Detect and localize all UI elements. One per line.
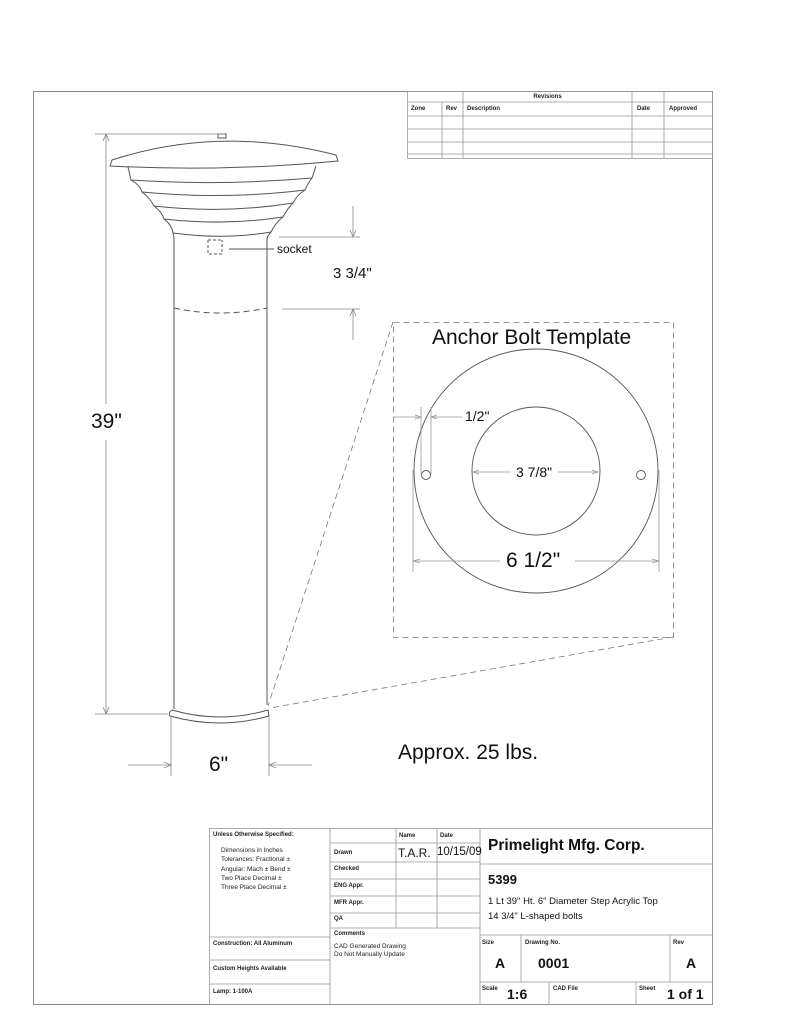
scale-label: Scale <box>482 986 498 992</box>
socket-depth-dimension: 3 3/4" <box>333 265 372 282</box>
approval-role-drawn: Drawn <box>334 850 353 856</box>
revisions-table-grid <box>408 92 713 159</box>
revisions-col-rev: Rev <box>446 106 458 112</box>
custom-heights-note: Custom Heights Available <box>213 966 287 972</box>
drawing-no-label: Drawing No. <box>525 940 561 946</box>
sheet-label: Sheet <box>639 986 656 992</box>
lamp-note: Lamp: 1-100A <box>213 989 253 995</box>
height-dimension: 39" <box>91 410 122 433</box>
rev-label: Rev <box>673 940 685 946</box>
spec-line: Tolerances: Fractional ± <box>221 856 290 863</box>
approval-role-eng: ENG Appr. <box>334 883 364 889</box>
lamp-dimensions <box>95 134 360 776</box>
cad-file-label: CAD File <box>553 986 579 992</box>
revisions-col-description: Description <box>467 106 501 112</box>
company-name: Primelight Mfg. Corp. <box>488 837 645 854</box>
weight-note: Approx. 25 lbs. <box>398 741 539 764</box>
scale-value: 1:6 <box>507 986 528 1002</box>
revisions-col-approved: Approved <box>669 106 698 112</box>
diameter-dimension: 6" <box>209 753 229 776</box>
outer-diameter-dimension: 6 1/2" <box>506 549 561 572</box>
description-line: 1 Lt 39" Ht. 6" Diameter Step Acrylic Top <box>488 896 658 907</box>
revisions-title: Revisions <box>533 94 562 100</box>
socket-label: socket <box>277 242 312 256</box>
specs-heading: Unless Otherwise Specified: <box>213 832 294 838</box>
size-label: Size <box>482 940 495 946</box>
anchor-template-title: Anchor Bolt Template <box>432 326 632 349</box>
bolt-offset-dimension: 1/2" <box>465 408 490 424</box>
bolt-hole-left <box>422 471 431 480</box>
approval-role-checked: Checked <box>334 866 360 872</box>
approval-role-mfr: MFR Appr. <box>334 900 364 906</box>
approvals-date-header: Date <box>440 833 454 839</box>
spec-line: Dimensions in Inches <box>221 847 283 854</box>
sheet-value: 1 of 1 <box>667 986 704 1002</box>
comment-line: CAD Generated Drawing <box>334 943 406 950</box>
rev-value: A <box>686 955 697 971</box>
bolt-hole-right <box>637 471 646 480</box>
approval-name-drawn: T.A.R. <box>398 846 431 860</box>
drawing-no-value: 0001 <box>538 955 570 971</box>
size-value: A <box>495 955 506 971</box>
construction-note: Construction: All Aluminum <box>213 941 293 947</box>
comment-line: Do Not Manually Update <box>334 951 405 958</box>
description-line: 14 3/4" L-shaped bolts <box>488 911 583 922</box>
revisions-col-date: Date <box>637 106 651 112</box>
inner-diameter-dimension: 3 7/8" <box>516 464 553 480</box>
detail-callout-lines <box>268 322 674 708</box>
lamp-elevation <box>110 134 338 723</box>
sheet-border <box>34 92 713 1005</box>
approvals-name-header: Name <box>399 833 416 839</box>
part-number: 5399 <box>488 872 517 887</box>
spec-line: Angular: Mach ± Bend ± <box>221 866 291 873</box>
template-dimensions <box>393 407 659 572</box>
approval-date-drawn: 10/15/09 <box>437 846 482 858</box>
comments-label: Comments <box>334 931 366 937</box>
approval-role-qa: QA <box>334 916 343 922</box>
spec-line: Three Place Decimal ± <box>221 884 287 891</box>
spec-line: Two Place Decimal ± <box>221 875 282 882</box>
revisions-col-zone: Zone <box>411 106 426 112</box>
